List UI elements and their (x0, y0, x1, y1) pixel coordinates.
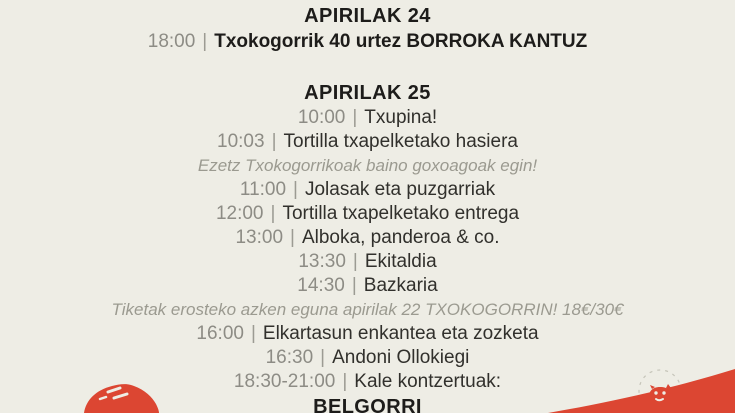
schedule-note: Ezetz Txokogorrikoak baino goxoagoak egin! (197, 156, 538, 175)
schedule-row (0, 346, 735, 370)
event-time: 14:30 (297, 275, 345, 296)
schedule-day-2 (0, 80, 735, 413)
time-separator: | (270, 203, 276, 224)
event-time: 10:03 (217, 131, 265, 152)
time-separator: | (342, 371, 348, 392)
event-time: 16:00 (196, 323, 244, 344)
event-title: Kale kontzertuak: (354, 371, 502, 392)
time-separator: | (290, 227, 295, 248)
schedule-row (0, 274, 735, 298)
schedule-row (0, 29, 735, 54)
schedule-row (0, 178, 735, 202)
event-time: 11:00 (239, 179, 287, 200)
schedule-row (0, 106, 735, 130)
event-title: Ekitaldia (364, 251, 437, 272)
event-time: 13:00 (235, 227, 284, 248)
event-time: 10:00 (297, 107, 346, 128)
schedule-note: Tiketak erosteko azken eguna apirilak 22 TXOKOGORRIN! 18€/30€ (111, 300, 624, 319)
event-title: Bazkaria (363, 275, 438, 296)
time-separator: | (250, 323, 256, 344)
time-separator: | (202, 31, 208, 52)
band-name: BELGORRI (313, 396, 422, 413)
event-title: Txupina! (364, 107, 438, 128)
event-title: Tortilla txapelketako entrega (282, 203, 520, 224)
event-time: 13:30 (298, 251, 346, 272)
time-separator: | (351, 275, 357, 296)
schedule-day-1 (0, 3, 735, 54)
event-title: Alboka, panderoa & co. (301, 227, 500, 248)
event-time: 18:00 (147, 31, 196, 52)
event-title: Andoni Ollokiegi (332, 347, 470, 368)
time-separator: | (352, 107, 358, 128)
event-title: Elkartasun enkantea eta zozketa (262, 323, 539, 344)
schedule-row (0, 226, 735, 250)
schedule-row (0, 250, 735, 274)
time-separator: | (352, 251, 358, 272)
event-title: Jolasak eta puzgarriak (304, 179, 496, 200)
day-heading: APIRILAK 25 (304, 82, 431, 104)
time-separator: | (271, 131, 277, 152)
time-separator: | (293, 179, 298, 200)
time-separator: | (320, 347, 326, 368)
schedule-row (0, 130, 735, 154)
event-time: 12:00 (215, 203, 264, 224)
event-title: Txokogorrik 40 urtez BORROKA KANTUZ (214, 31, 588, 52)
schedule-row (0, 322, 735, 346)
day-heading: APIRILAK 24 (304, 5, 431, 27)
event-title: Tortilla txapelketako hasiera (283, 131, 518, 152)
schedule-row (0, 202, 735, 226)
schedule-row (0, 370, 735, 394)
event-time: 16:30 (265, 347, 314, 368)
event-time: 18:30-21:00 (233, 371, 336, 392)
